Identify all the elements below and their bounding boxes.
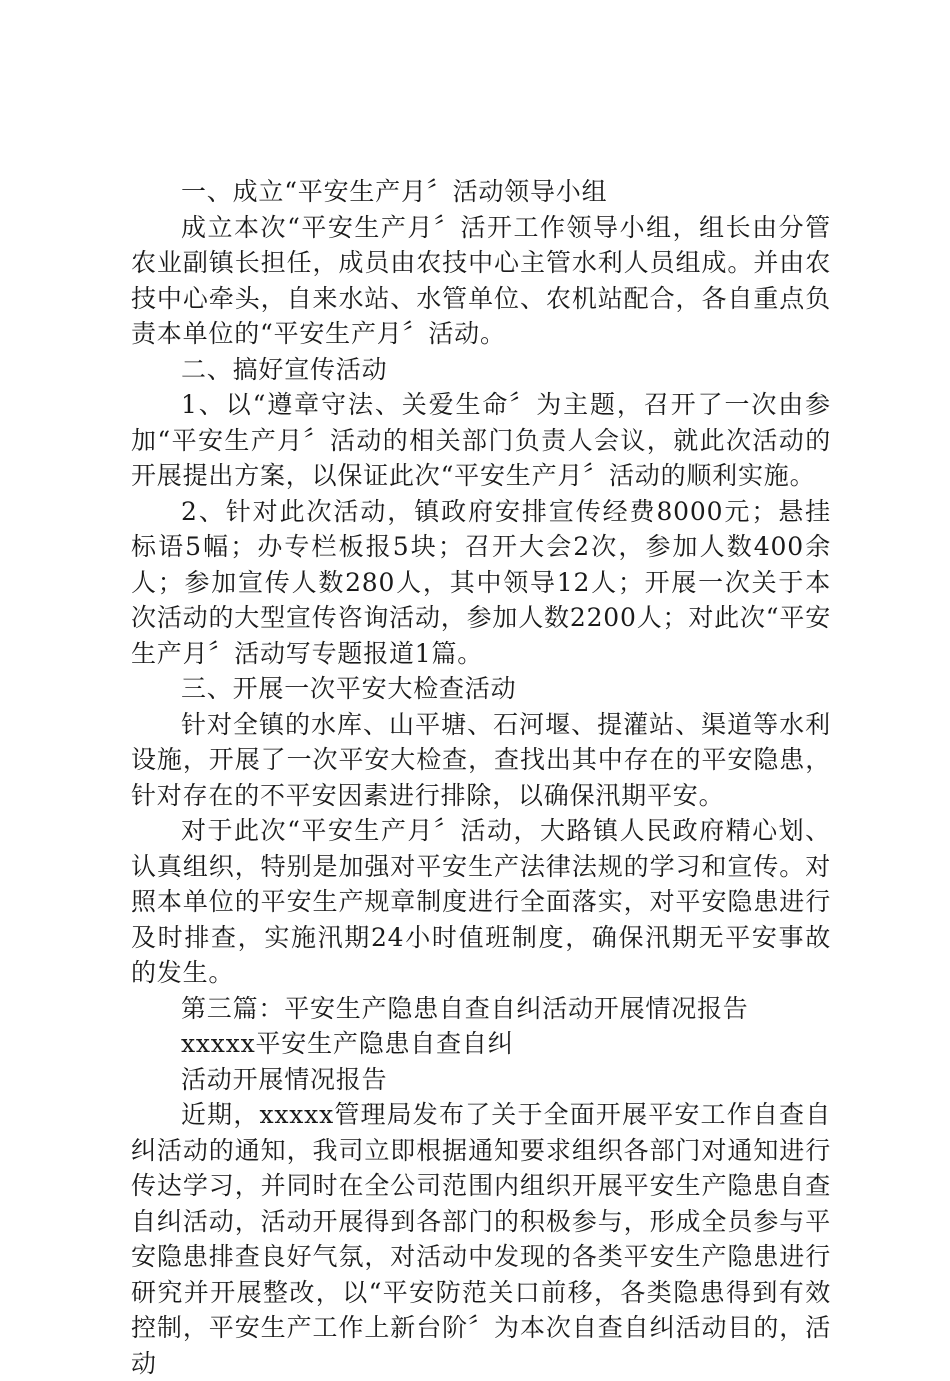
paragraph-leadership-group: 成立本次“平安生产月〞活开工作领导小组，组长由分管农业副镇长担任，成员由农技中心主管水利人员组成。并由农技中心牵头，自来水站、水管单位、农机站配合，各自重点负责本单位的“平安生产月〞活动。 (131, 212, 831, 348)
heading-section-1: 一、成立“平安生产月〞活动领导小组 (181, 177, 608, 206)
paragraph-summary: 对于此次“平安生产月〞活动，大路镇人民政府精心划、认真组织，特别是加强对平安生产法律法规的学习和宣传。对照本单位的平安生产规章制度进行全面落实，对平安隐患进行及时排查，实施汛期24小时值班制度，确保汛期无平安事故的发生。 (131, 816, 831, 987)
heading-section-2: 二、搞好宣传活动 (181, 354, 388, 384)
heading-part-three: 第三篇：平安生产隐患自查自纠活动开展情况报告 (181, 993, 749, 1023)
document-body (131, 174, 831, 1381)
paragraph-publicity-meeting: 1、以“遵章守法、关爱生命〞为主题，召开了一次由参加“平安生产月〞活动的相关部门负责人会议，就此次活动的开展提出方案，以保证此次“平安生产月〞活动的顺利实施。 (131, 390, 831, 490)
report-title-line-1: xxxxx平安生产隐患自查自纠 (181, 1029, 514, 1058)
heading-section-3: 三、开展一次平安大检查活动 (181, 674, 517, 703)
paragraph-publicity-statistics: 2、针对此次活动，镇政府安排宣传经费8000元；悬挂标语5幅；办专栏板报5块；召开大会2次，参加人数400余人；参加宣传人数280人，其中领导12人；开展一次关于本次活动的大型宣传咨询活动，参加人数2200人；对此次“平安生产月〞活动写专题报道1篇。 (131, 496, 831, 668)
paragraph-safety-inspection: 针对全镇的水库、山平塘、石河堰、提灌站、渠道等水利设施，开展了一次平安大检查，查找出其中存在的平安隐患，针对存在的不平安因素进行排除，以确保汛期平安。 (131, 709, 831, 810)
report-title-line-2: 活动开展情况报告 (181, 1064, 388, 1094)
paragraph-report-intro: 近期，xxxxx管理局发布了关于全面开展平安工作自查自纠活动的通知，我司立即根据通知要求组织各部门对通知进行传达学习，并同时在全公司范围内组织开展平安生产隐患自查自纠活动，活动开展得到各部门的积极参与，形成全员参与平安隐患排查良好气氛，对活动中发现的各类平安生产隐患进行研究并开展整改，以“平安防范关口前移，各类隐患得到有效控制，平安生产工作上新台阶〞为本次自查自纠活动目的，活动 (131, 1100, 831, 1378)
